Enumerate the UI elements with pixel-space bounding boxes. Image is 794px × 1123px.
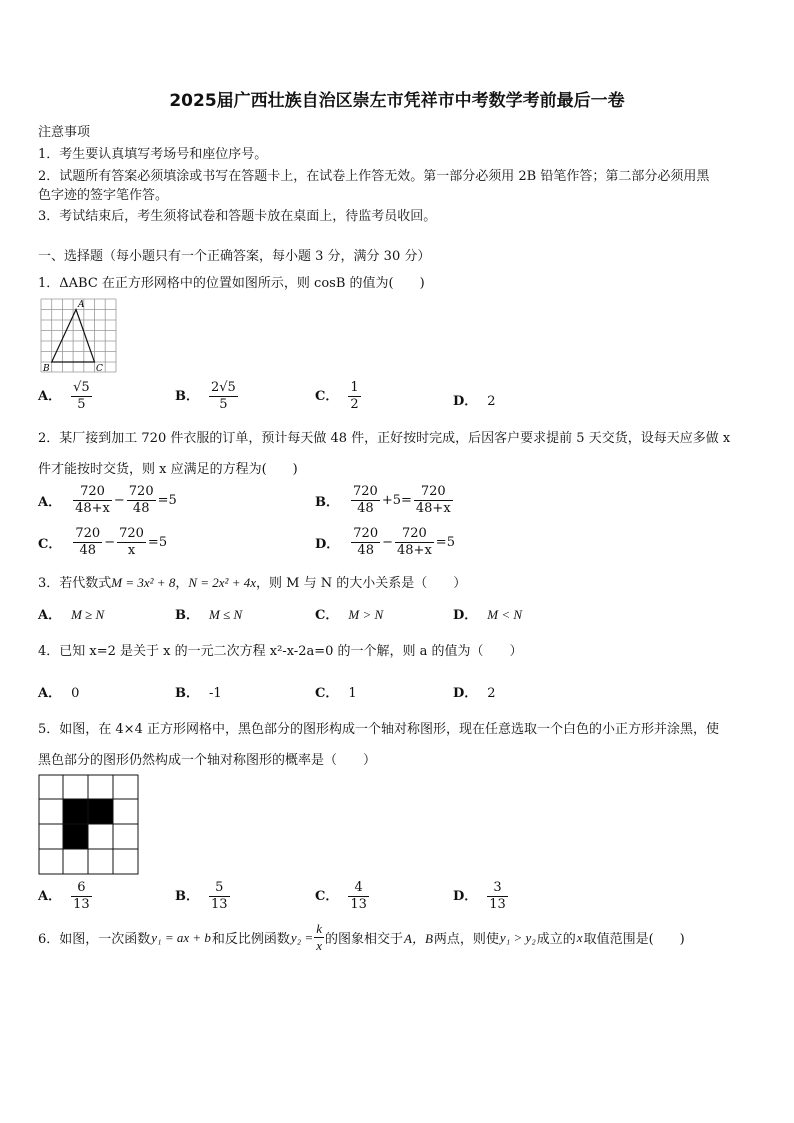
- option-label: C．: [315, 686, 339, 701]
- q6-post3: 成立的: [536, 932, 576, 947]
- option-value: 1: [348, 686, 357, 701]
- operator: −: [113, 493, 125, 508]
- option-label: C．: [315, 889, 339, 904]
- frac-num: √5: [73, 380, 90, 395]
- frac-den: 13: [73, 897, 90, 912]
- option-label: C．: [315, 608, 339, 623]
- q4-stem: 4．已知 x=2 是关于 x 的一元二次方程 x²-x-2a=0 的一个解，则 a 的值为（ ）: [38, 644, 523, 659]
- q1-grid-figure: [38, 296, 120, 374]
- q6-y2-lhs: y₂ =: [290, 929, 314, 945]
- q6-x: x: [576, 929, 583, 945]
- frac-den: 5: [77, 397, 86, 412]
- option-label: B．: [175, 608, 199, 623]
- frac-num: 720: [75, 526, 101, 541]
- q6-pre: 6．如图，一次函数: [38, 932, 151, 947]
- q3-stem: [38, 572, 466, 591]
- frac-den: 13: [211, 897, 228, 912]
- q3-option-b[interactable]: [175, 604, 242, 623]
- frac-num: 1: [350, 380, 359, 395]
- option-label: B．: [175, 686, 199, 701]
- frac-num: 720: [353, 484, 378, 499]
- option-label: C．: [315, 389, 339, 404]
- frac-num: 720: [353, 526, 379, 541]
- q4-option-c[interactable]: [315, 682, 357, 701]
- q6-points: A，B: [404, 931, 433, 946]
- q2-option-a[interactable]: [38, 484, 177, 517]
- frac-den: 2: [350, 397, 359, 412]
- option-label: A．: [38, 889, 62, 904]
- frac-num: 720: [414, 484, 453, 501]
- option-value: 2: [487, 394, 496, 409]
- q1-option-d[interactable]: [453, 390, 496, 409]
- option-label: B．: [175, 889, 199, 904]
- q3-sep: ，: [175, 576, 189, 591]
- q3-stem-post: ，则 M 与 N 的大小关系是（ ）: [256, 576, 467, 591]
- q2-stem-line2: 件才能按时交货，则 x 应满足的方程为( ): [38, 462, 298, 477]
- q2-option-d[interactable]: [315, 526, 455, 559]
- frac-num: 4: [348, 880, 369, 897]
- frac-den: 48+x: [397, 543, 432, 558]
- frac-num: 2√5: [211, 380, 236, 395]
- frac-num: 3: [487, 880, 508, 897]
- q3-option-a[interactable]: [38, 604, 104, 623]
- q3-n-expr: N = 2x² + 4x: [188, 575, 256, 590]
- q5-option-b[interactable]: [175, 880, 230, 913]
- notice-item-2-cont: 色字迹的签字笔作答。: [38, 188, 169, 203]
- option-label: D．: [453, 608, 478, 623]
- q3-m-expr: M = 3x² + 8: [111, 575, 176, 590]
- notice-item-2: 2．试题所有答案必须填涂或书写在答题卡上，在试卷上作答无效。第一部分必须用 2B 铅笔作答；第二部分必须用黑: [38, 169, 710, 184]
- notice-heading: 注意事项: [38, 125, 91, 140]
- q3-option-d[interactable]: [453, 604, 522, 623]
- frac-num: 720: [395, 526, 434, 543]
- option-value: 2: [487, 686, 496, 701]
- q2-option-c[interactable]: [38, 526, 167, 559]
- section-heading: 一、选择题（每小题只有一个正确答案，每小题 3 分，满分 30 分）: [38, 249, 431, 264]
- option-label: D．: [315, 537, 340, 552]
- frac-num: 6: [71, 880, 92, 897]
- frac-den: 48+x: [75, 501, 110, 516]
- q3-option-c[interactable]: [315, 604, 383, 623]
- q6-post4: 取值范围是( ): [583, 932, 685, 947]
- option-value: M ≤ N: [209, 607, 243, 622]
- rhs: =5: [435, 535, 455, 550]
- frac-num: 5: [209, 880, 230, 897]
- q6-post: 的图象相交于: [325, 932, 404, 947]
- q6-mid: 和反比例函数: [211, 932, 290, 947]
- operator: −: [104, 535, 116, 550]
- q1-stem: 1．ΔABC 在正方形网格中的位置如图所示，则 cosB 的值为( ): [38, 276, 425, 291]
- q6-y1: y₁ = ax + b: [151, 929, 211, 945]
- q2-option-b[interactable]: [315, 484, 455, 517]
- rhs: =5: [147, 535, 168, 550]
- frac-den: 48: [357, 543, 374, 558]
- frac-den: 5: [219, 397, 228, 412]
- notice-item-3: 3．考试结束后，考生须将试卷和答题卡放在桌面上，待监考员收回。: [38, 209, 437, 224]
- frac-den: 13: [350, 897, 367, 912]
- frac-den: 48: [79, 543, 97, 558]
- frac-den: x: [127, 543, 136, 558]
- option-label: C．: [38, 537, 62, 552]
- q1-option-c[interactable]: [315, 380, 361, 413]
- q6-post2: 两点，则使: [433, 932, 499, 947]
- frac-num: 720: [119, 526, 144, 541]
- frac-num: k: [316, 921, 322, 936]
- option-value: -1: [209, 686, 222, 701]
- option-label: B．: [175, 389, 199, 404]
- option-value: 0: [71, 686, 80, 701]
- q1-option-b[interactable]: [175, 380, 238, 413]
- q4-option-d[interactable]: [453, 682, 496, 701]
- q4-option-b[interactable]: [175, 682, 222, 701]
- label-b: B: [43, 364, 50, 374]
- option-label: D．: [453, 394, 478, 409]
- frac-num: 720: [73, 484, 112, 501]
- option-label: B．: [315, 495, 339, 510]
- option-label: A．: [38, 495, 62, 510]
- option-value: M ≥ N: [71, 607, 105, 622]
- operator: −: [382, 535, 394, 550]
- frac-den: 48: [357, 501, 374, 516]
- q5-stem-line2: 黑色部分的图形仍然构成一个轴对称图形的概率是（ ）: [38, 753, 377, 768]
- option-label: A．: [38, 389, 62, 404]
- frac-den: 13: [489, 897, 506, 912]
- q5-option-c[interactable]: [315, 880, 369, 913]
- option-label: A．: [38, 608, 62, 623]
- page-title: 2025届广西壮族自治区崇左市凭祥市中考数学考前最后一卷: [169, 91, 625, 111]
- option-value: M < N: [487, 607, 523, 622]
- q5-stem-line1: 5．如图，在 4×4 正方形网格中，黑色部分的图形构成一个轴对称图形，现在任意选取一个白色的小正方形并涂黑，使: [38, 722, 719, 737]
- frac-den: x: [316, 938, 322, 953]
- option-label: A．: [38, 686, 62, 701]
- option-label: D．: [453, 686, 478, 701]
- label-a: A: [78, 300, 85, 310]
- q1-option-a[interactable]: [38, 380, 92, 413]
- frac-den: 48: [132, 501, 150, 516]
- frac-num: 720: [128, 484, 154, 499]
- operator: +5=: [381, 493, 412, 508]
- rhs: =5: [157, 493, 177, 508]
- q5-grid-figure: [38, 774, 140, 876]
- option-label: D．: [453, 889, 478, 904]
- q3-stem-pre: 3．若代数式: [38, 576, 112, 591]
- q5-option-d[interactable]: [453, 880, 508, 913]
- option-value: M > N: [348, 607, 384, 622]
- q6-inequality: y₁ > y₂: [499, 929, 536, 945]
- frac-den: 48+x: [415, 501, 451, 516]
- notice-item-1: 1．考生要认真填写考场号和座位序号。: [38, 147, 268, 162]
- q6-stem: [38, 921, 685, 954]
- q2-stem-line1: 2．某厂接到加工 720 件衣服的订单，预计每天做 48 件，正好按时完成，后因客户要求提前 5 天交货，设每天应多做 x: [38, 431, 731, 446]
- q4-option-a[interactable]: [38, 682, 79, 701]
- q5-option-a[interactable]: [38, 880, 92, 913]
- label-c: C: [96, 364, 103, 374]
